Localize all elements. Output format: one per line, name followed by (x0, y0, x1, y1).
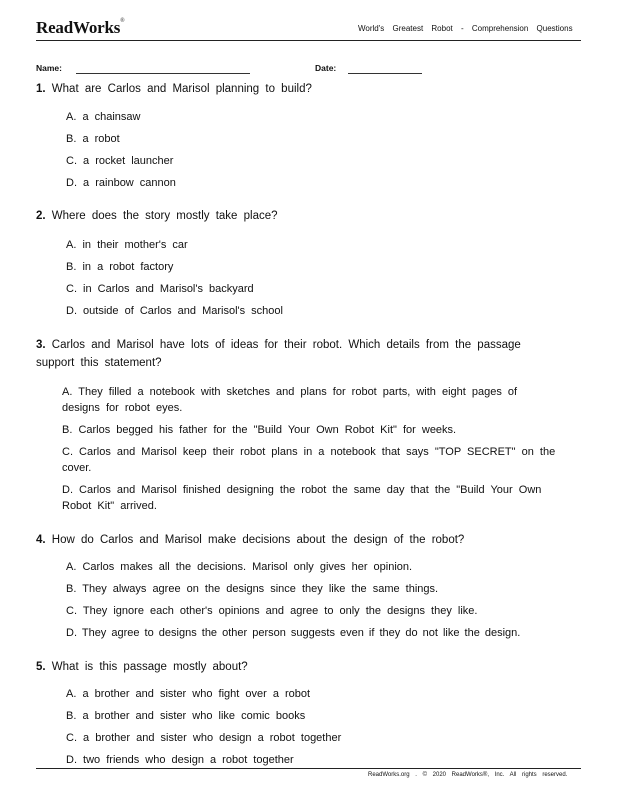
q4-option-c[interactable]: C. They ignore each other's opinions and agree to only the designs they like. (66, 605, 478, 617)
q3-option-c[interactable]: C. Carlos and Marisol keep their robot plans in a notebook that says "TOP SECRET" on the cover. (62, 446, 556, 474)
q1-option-d[interactable]: D. a rainbow cannon (66, 177, 176, 189)
q5-option-d[interactable]: D. two friends who design a robot together (66, 754, 294, 766)
question-1: 1. What are Carlos and Marisol planning to build? (36, 83, 312, 95)
q1-option-c[interactable]: C. a rocket launcher (66, 155, 174, 167)
worksheet-title: World's Greatest Robot - Comprehension Questions (358, 24, 573, 33)
date-field-line[interactable] (348, 73, 422, 74)
q4-option-d[interactable]: D. They agree to designs the other person suggests even if they do not like the design. (66, 627, 521, 639)
q1-option-b[interactable]: B. a robot (66, 133, 120, 145)
q5-option-b[interactable]: B. a brother and sister who like comic books (66, 710, 306, 722)
question-5: 5. What is this passage mostly about? (36, 661, 248, 673)
name-label: Name: (36, 63, 62, 73)
date-label: Date: (315, 63, 337, 73)
footer-copyright: ReadWorks.org . © 2020 ReadWorks®, Inc. All rights reserved. (368, 772, 568, 778)
question-3: 3. Carlos and Marisol have lots of ideas for their robot. Which details from the passage support this statement? (36, 339, 521, 369)
q1-option-a[interactable]: A. a chainsaw (66, 111, 141, 123)
q5-option-c[interactable]: C. a brother and sister who design a robot together (66, 732, 342, 744)
readworks-logo: ReadWorks® (36, 18, 125, 37)
q2-option-b[interactable]: B. in a robot factory (66, 261, 174, 273)
q3-option-d[interactable]: D. Carlos and Marisol finished designing the robot the same day that the "Build Your Own Robot Kit" arrived. (62, 484, 542, 512)
q2-option-c[interactable]: C. in Carlos and Marisol's backyard (66, 283, 254, 295)
name-date-row (36, 63, 581, 73)
q2-option-d[interactable]: D. outside of Carlos and Marisol's school (66, 305, 283, 317)
q3-option-b[interactable]: B. Carlos begged his father for the "Build Your Own Robot Kit" for weeks. (62, 424, 457, 436)
header-divider (36, 40, 581, 41)
q4-option-b[interactable]: B. They always agree on the designs since they like the same things. (66, 583, 439, 595)
q2-option-a[interactable]: A. in their mother's car (66, 239, 188, 251)
q4-option-a[interactable]: A. Carlos makes all the decisions. Marisol only gives her opinion. (66, 561, 413, 573)
question-4: 4. How do Carlos and Marisol make decisions about the design of the robot? (36, 534, 465, 546)
q3-option-a[interactable]: A. They filled a notebook with sketches and plans for robot parts, with eight pages of designs for robot eyes. (62, 386, 518, 414)
footer-divider (36, 768, 581, 769)
q5-option-a[interactable]: A. a brother and sister who fight over a robot (66, 688, 311, 700)
name-field-line[interactable] (76, 73, 250, 74)
question-2: 2. Where does the story mostly take place? (36, 210, 278, 222)
